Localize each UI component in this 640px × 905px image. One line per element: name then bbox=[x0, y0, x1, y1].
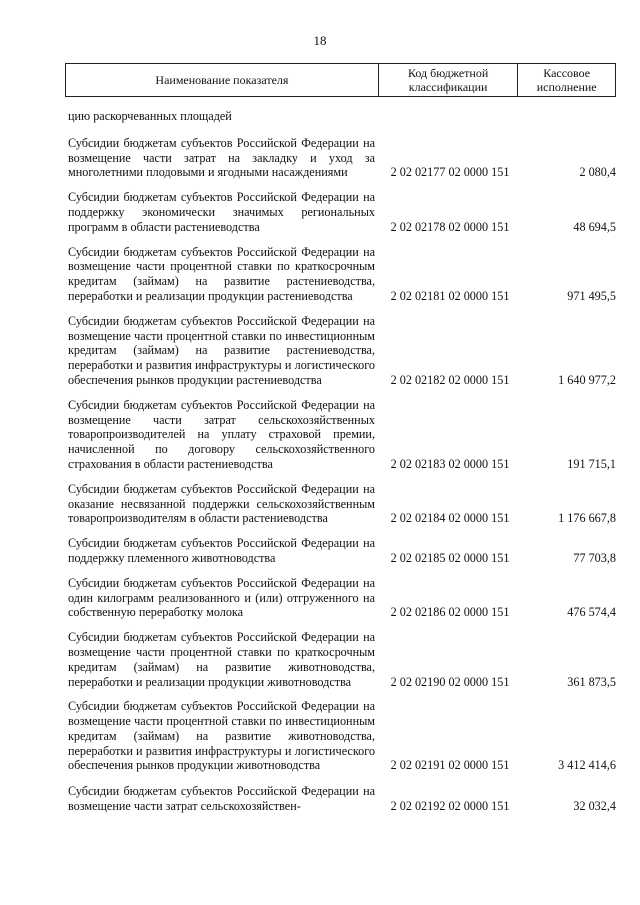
cash-execution-amount: 971 495,5 bbox=[567, 288, 616, 303]
table-row bbox=[65, 398, 620, 472]
budget-code: 2 02 02184 02 0000 151 bbox=[390, 511, 510, 526]
cash-execution-amount: 191 715,1 bbox=[567, 456, 616, 471]
budget-code: 2 02 02181 02 0000 151 bbox=[390, 288, 510, 303]
indicator-name: Субсидии бюджетам субъектов Российской Федерации на возмещение части процентной ставки по краткосрочным кредитам (займам) на развитие животноводства, переработки и реализации продукции животноводства bbox=[68, 630, 375, 689]
budget-code: 2 02 02183 02 0000 151 bbox=[390, 456, 510, 471]
budget-code: 2 02 02182 02 0000 151 bbox=[390, 372, 510, 387]
indicator-name: Субсидии бюджетам субъектов Российской Федерации на оказание несвязанной поддержки сельскохозяйственным товаропроизводителям в области растениеводства bbox=[68, 481, 375, 526]
indicator-name: Субсидии бюджетам субъектов Российской Федерации на поддержку экономически значимых региональных программ в области растениеводства bbox=[68, 190, 375, 234]
indicator-name: Субсидии бюджетам субъектов Российской Федерации на возмещение части затрат сельскохозяйствен- bbox=[68, 784, 375, 814]
table-row bbox=[65, 536, 620, 566]
page-number: 18 bbox=[313, 33, 327, 48]
header-code: Код бюджетной классификации bbox=[379, 64, 519, 96]
table-row bbox=[65, 482, 620, 526]
table-row bbox=[65, 245, 620, 304]
cash-execution-amount: 1 176 667,8 bbox=[558, 511, 616, 526]
indicator-name: Субсидии бюджетам субъектов Российской Федерации на возмещение части затрат на закладку и уход за многолетними плодовыми и ягодными насаждениями bbox=[68, 135, 375, 180]
indicator-name: Субсидии бюджетам субъектов Российской Федерации на возмещение части процентной ставки по инвестиционным кредитам (займам) на развитие животноводства, переработки и развития инфраструктуры и логистического обеспечения рынков продукции животноводства bbox=[68, 699, 375, 773]
table-row bbox=[65, 314, 620, 388]
table-header bbox=[65, 63, 616, 97]
cash-execution-amount: 361 873,5 bbox=[567, 674, 616, 689]
indicator-name: Субсидии бюджетам субъектов Российской Федерации на возмещение части процентной ставки по краткосрочным кредитам (займам) на развитие растениеводства, переработки и реализации продукции растениеводства bbox=[68, 244, 375, 303]
table-row bbox=[65, 576, 620, 620]
header-amount: Кассовое исполнение bbox=[536, 66, 597, 94]
cash-execution-amount: 1 640 977,2 bbox=[558, 372, 616, 387]
table-row bbox=[65, 699, 620, 773]
indicator-name: цию раскорчеванных площадей bbox=[68, 109, 232, 123]
table-row bbox=[65, 784, 620, 814]
table-row bbox=[65, 109, 620, 124]
indicator-name: Субсидии бюджетам субъектов Российской Федерации на возмещение части затрат сельскохозяйственных товаропроизводителей на уплату страховой премии, начисленной по договору сельскохозяйственного страхования в области растениеводства bbox=[68, 397, 375, 471]
cash-execution-amount: 3 412 414,6 bbox=[558, 758, 616, 773]
budget-code: 2 02 02192 02 0000 151 bbox=[390, 799, 510, 814]
cash-execution-amount: 77 703,8 bbox=[573, 550, 616, 565]
cash-execution-amount: 2 080,4 bbox=[579, 165, 616, 180]
indicator-name: Субсидии бюджетам субъектов Российской Федерации на поддержку племенного животноводства bbox=[68, 536, 375, 565]
budget-code: 2 02 02186 02 0000 151 bbox=[390, 605, 510, 620]
budget-code: 2 02 02178 02 0000 151 bbox=[390, 219, 510, 234]
table-body bbox=[65, 99, 620, 814]
cash-execution-amount: 476 574,4 bbox=[567, 605, 616, 620]
budget-code: 2 02 02191 02 0000 151 bbox=[390, 758, 510, 773]
table-row bbox=[65, 136, 620, 180]
budget-code: 2 02 02185 02 0000 151 bbox=[390, 550, 510, 565]
budget-code: 2 02 02190 02 0000 151 bbox=[390, 674, 510, 689]
cash-execution-amount: 48 694,5 bbox=[573, 219, 616, 234]
indicator-name: Субсидии бюджетам субъектов Российской Федерации на возмещение части процентной ставки по инвестиционным кредитам (займам) на развитие растениеводства, переработки и развития инфраструктуры и логистического обеспечения рынков продукции растениеводства bbox=[68, 313, 375, 387]
indicator-name: Субсидии бюджетам субъектов Российской Федерации на один килограмм реализованного и (или) отгруженного на собственную переработку молока bbox=[68, 575, 375, 620]
cash-execution-amount: 32 032,4 bbox=[573, 799, 616, 814]
table-row bbox=[65, 190, 620, 234]
budget-code: 2 02 02177 02 0000 151 bbox=[390, 165, 510, 180]
table-row bbox=[65, 630, 620, 689]
header-name: Наименование показателя bbox=[66, 64, 379, 96]
